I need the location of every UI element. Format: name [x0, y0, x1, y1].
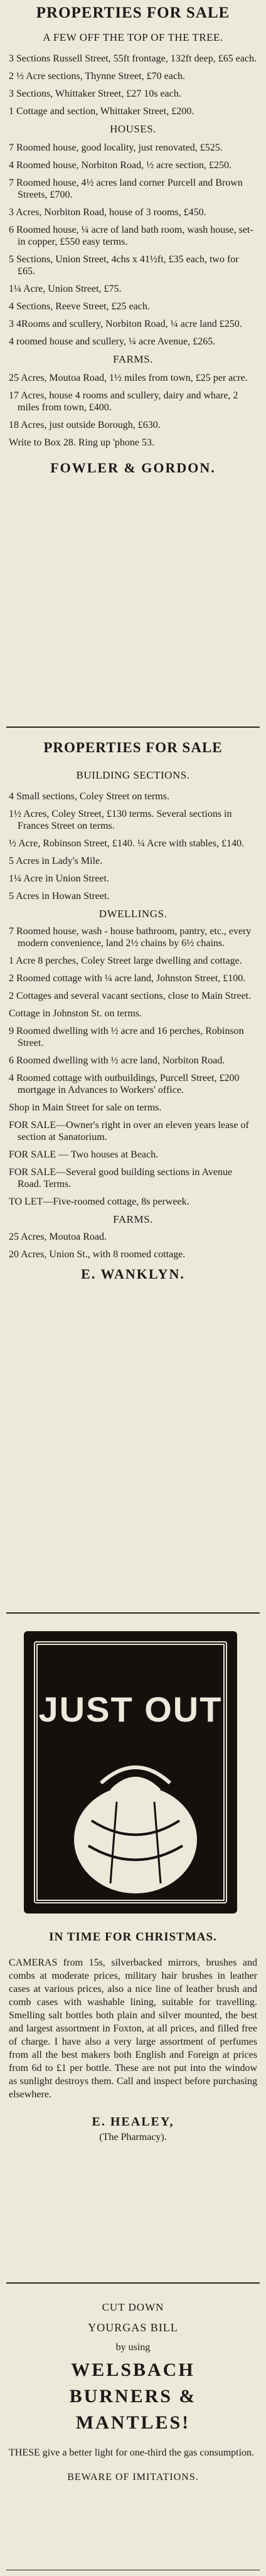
ad4-line4: WELSBACH	[71, 2360, 195, 2380]
ad1-farms-list	[9, 372, 257, 431]
ad3-heading: IN TIME FOR CHRISTMAS.	[49, 1930, 217, 1944]
logo-text: JUST OUT	[38, 1690, 223, 1729]
listing-item: 20 Acres, Union St., with 8 roomed cottage.	[9, 1249, 186, 1260]
ad1-sections-list	[9, 53, 257, 117]
ad4-line5: BURNERS &	[69, 2386, 197, 2407]
ad4-line6: MANTLES!	[75, 2412, 191, 2433]
listing-item: 4 Small sections, Coley Street on terms.	[9, 791, 169, 802]
listing-item: 1 Acre 8 perches, Coley Street large dwelling and cottage.	[9, 955, 242, 966]
ad1-signature: FOWLER & GORDON.	[50, 460, 216, 476]
listing-item: Cottage in Johnston St. on terms.	[9, 1008, 142, 1019]
ad2-farms-heading: FARMS.	[113, 1213, 153, 1225]
listing-item: FOR SALE — Two houses at Beach.	[9, 1149, 159, 1160]
listing-item: 9 Roomed dwelling with ½ acre and 16 perches, Robinson Street.	[9, 1026, 244, 1048]
divider	[6, 1612, 260, 1614]
listing-item: 25 Acres, Moutoa Road.	[9, 1232, 107, 1242]
divider	[6, 2282, 260, 2284]
listing-item: 17 Acres, house 4 rooms and scullery, dairy and whare, 2 miles from town, £400.	[9, 390, 238, 413]
ad1-intro: A FEW OFF THE TOP OF THE TREE.	[43, 31, 223, 43]
listing-item: 1¼ Acre, Union Street, £75.	[9, 284, 122, 294]
listing-item: 3 Sections Russell Street, 55ft frontage, 132ft deep, £65 each.	[9, 53, 257, 64]
ad4-line1: CUT DOWN	[102, 2301, 164, 2313]
ad4-footer: BEWARE OF IMITATIONS.	[67, 2472, 199, 2483]
listing-item: 5 Acres in Howan Street.	[9, 891, 110, 902]
ad2-dwellings-list	[9, 925, 257, 1208]
listing-item: 18 Acres, just outside Borough, £630.	[9, 420, 161, 430]
ad3-signature: E. HEALEY,	[92, 2115, 174, 2129]
ad4-line3: by using	[115, 2342, 151, 2353]
listing-item: 2 Roomed cottage with ¼ acre land, Johnston Street, £100.	[9, 973, 246, 984]
ad2-title: PROPERTIES FOR SALE	[43, 740, 223, 755]
fowler-gordon-advert	[9, 4, 257, 476]
wanklyn-advert	[9, 739, 257, 1282]
ad4-line2: YOURGAS BILL	[88, 2321, 178, 2334]
listing-item: 6 Roomed dwelling with ½ acre land, Norbiton Road.	[9, 1055, 225, 1066]
listing-item: ½ Acre, Robinson Street, £140. ¼ Acre with stables, £140.	[9, 838, 245, 849]
listing-item: 7 Roomed house, wash - house bathroom, pantry, etc., every modern convenience, land 2½ chains by 6½ chains.	[9, 926, 252, 949]
listing-item: 1 Cottage and section, Whittaker Street, £200.	[9, 106, 194, 117]
listing-item: 5 Sections, Union Street, 4chs x 41½ft, £35 each, two for £65.	[9, 254, 239, 277]
listing-item: FOR SALE—Owner's right in over an eleven years lease of section at Sanatorium.	[9, 1120, 249, 1142]
ad2-sections-list	[9, 790, 257, 902]
ad2-sub: BUILDING SECTIONS.	[76, 769, 190, 781]
listing-item: 25 Acres, Moutoa Road, 1½ miles from town, £25 per acre.	[9, 373, 248, 383]
listing-item: FOR SALE—Several good building sections in Avenue Road. Terms.	[9, 1167, 233, 1190]
listing-item: 4 Roomed cottage with outbuildings, Purcell Street, £200 mortgage in Advances to Workers' office.	[9, 1073, 240, 1095]
listing-item: 2 Cottages and several vacant sections, close to Main Street.	[9, 991, 252, 1001]
ad3-signature-sub: (The Pharmacy).	[99, 2132, 167, 2142]
listing-item: 3 4Rooms and scullery, Norbiton Road, ¼ acre land £250.	[9, 319, 242, 329]
ad4-body: THESE give a better light for one-third the gas consumption.	[9, 2447, 255, 2458]
ad2-farms-list	[9, 1231, 257, 1260]
listing-item: 4 Sections, Reeve Street, £25 each.	[9, 301, 150, 312]
listing-item: 3 Acres, Norbiton Road, house of 3 rooms, £450.	[9, 207, 206, 218]
listing-item: 2 ½ Acre sections, Thynne Street, £70 each.	[9, 71, 185, 82]
listing-item: 1¼ Acre in Union Street.	[9, 873, 109, 884]
listing-item: 7 Roomed house, 4½ acres land corner Purcell and Brown Streets, £700.	[9, 178, 243, 200]
ad1-houses-heading: HOUSES.	[110, 123, 156, 135]
listing-item: TO LET—Five-roomed cottage, 8s perweek.	[9, 1196, 189, 1207]
just-out-logo	[24, 1631, 237, 1913]
logo-frame	[34, 1641, 227, 1903]
ad2-dwellings-heading: DWELLINGS.	[98, 908, 168, 920]
listing-item: 3 Sections, Whittaker Street, £27 10s each.	[9, 88, 181, 99]
listing-item: 4 roomed house and scullery, ¼ acre Avenue, £265.	[9, 336, 216, 347]
ad1-title: PROPERTIES FOR SALE	[36, 4, 230, 21]
listing-item: 4 Roomed house, Norbiton Road, ½ acre section, £250.	[9, 160, 232, 171]
ad2-signature: E. WANKLYN.	[81, 1266, 185, 1282]
listing-item: 6 Roomed house, ¼ acre of land bath room, wash house, set-in copper, £550 easy terms.	[9, 225, 253, 247]
divider	[6, 726, 260, 728]
listing-item: Shop in Main Street for sale on terms.	[9, 1102, 162, 1113]
listing-item: 7 Roomed house, good locality, just renovated, £525.	[9, 142, 223, 153]
welsbach-advert	[9, 2296, 257, 2483]
listing-item: 1½ Acres, Coley Street, £130 terms. Several sections in Frances Street on terms.	[9, 809, 232, 831]
ad1-houses-list	[9, 142, 257, 348]
ad1-write: Write to Box 28. Ring up 'phone 53.	[9, 437, 154, 448]
healey-advert	[9, 1930, 257, 2143]
parcel-icon	[41, 1739, 227, 1902]
ad3-body: CAMERAS from 15s, silverbacked mirrors, brushes and combs at moderate prices, military hair brushes in leather cases at various prices, also a nice line of leather brush and comb cases with washable lining, suitable for travelling. Smelling salt bottles both plain and silver mounted, the best and largest assortment in Foxton, at all prices, and filled free of charge. I have also a very large assortment of perfumes from all the best makers both English and Foreign at prices from 6d to £1 per bottle. These are not put into the window as sunlight destroys them. Call and inspect before purchasing elsewhere.	[9, 1957, 257, 2100]
ad1-farms-heading: FARMS.	[113, 353, 153, 365]
listing-item: 5 Acres in Lady's Mile.	[9, 856, 103, 866]
